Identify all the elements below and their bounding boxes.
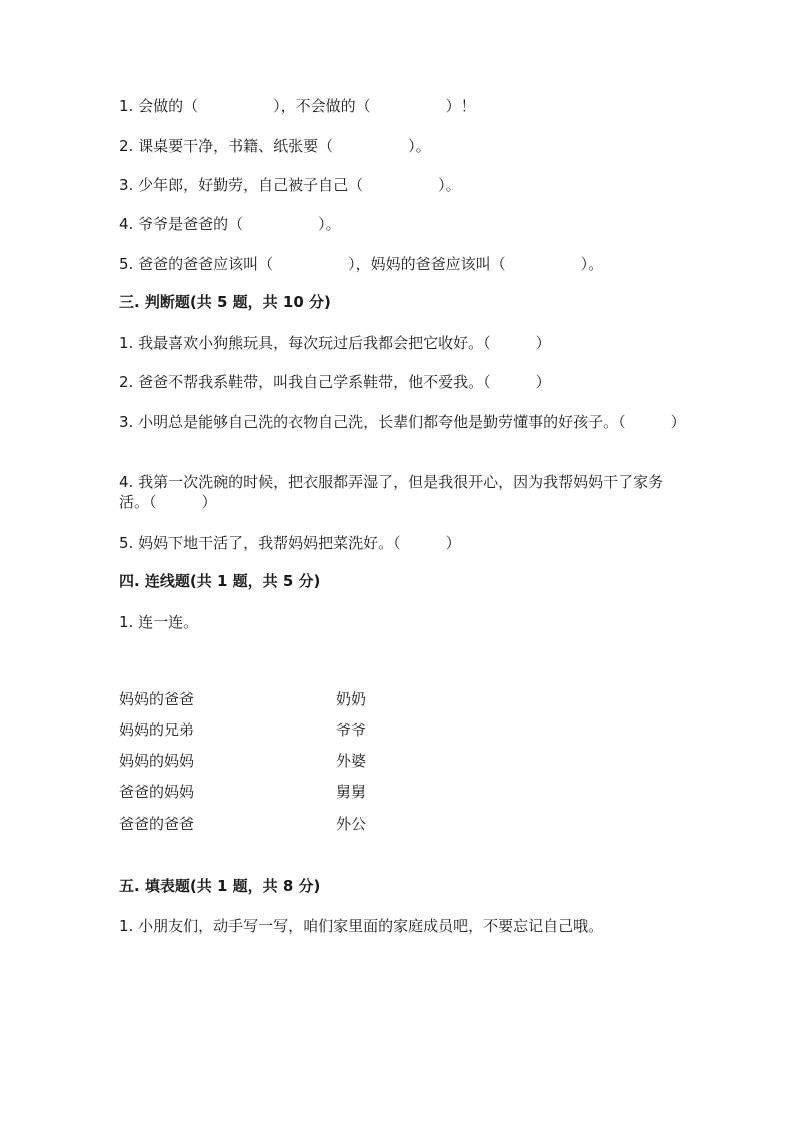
section-3-heading: 三. 判断题(共 5 题，共 10 分) [119,293,331,311]
judge-item-5: 5. 妈妈下地干活了，我帮妈妈把菜洗好。（ ） [119,534,461,552]
fill-blank-item-5: 5. 爸爸的爸爸应该叫（ ），妈妈的爸爸应该叫（ ）。 [119,255,604,273]
match-right-2: 爷爷 [336,721,367,739]
judge-item-2: 2. 爸爸不帮我系鞋带，叫我自己学系鞋带，他不爱我。（ ） [119,373,551,391]
table-question: 1. 小朋友们，动手写一写，咱们家里面的家庭成员吧，不要忘记自己哦。 [119,917,604,935]
match-left-4: 爸爸的妈妈 [119,783,195,801]
section-4-heading: 四. 连线题(共 1 题，共 5 分) [119,572,321,590]
match-left-5: 爸爸的爸爸 [119,815,195,833]
fill-blank-item-3: 3. 少年郎，好勤劳，自己被子自己（ ）。 [119,176,461,194]
fill-blank-item-1: 1. 会做的（ ），不会做的（ ）！ [119,97,476,115]
match-right-4: 舅舅 [336,783,367,801]
match-question: 1. 连一连。 [119,613,199,631]
judge-item-4: 4. 我第一次洗碗的时候，把衣服都弄湿了，但是我很开心，因为我帮妈妈干了家务活。（ ） [119,473,664,511]
fill-blank-item-4: 4. 爷爷是爸爸的（ ）。 [119,215,341,233]
judge-item-3: 3. 小明总是能够自己洗的衣物自己洗，长辈们都夸他是勤劳懂事的好孩子。（ ） [119,413,686,431]
match-right-1: 奶奶 [336,690,367,708]
match-left-1: 妈妈的爸爸 [119,690,195,708]
match-left-2: 妈妈的兄弟 [119,721,195,739]
match-right-5: 外公 [336,815,367,833]
match-right-3: 外婆 [336,752,367,770]
section-5-heading: 五. 填表题(共 1 题，共 8 分) [119,877,321,895]
fill-blank-item-2: 2. 课桌要干净，书籍、纸张要（ ）。 [119,137,431,155]
match-left-3: 妈妈的妈妈 [119,752,195,770]
judge-item-1: 1. 我最喜欢小狗熊玩具，每次玩过后我都会把它收好。（ ） [119,334,551,352]
